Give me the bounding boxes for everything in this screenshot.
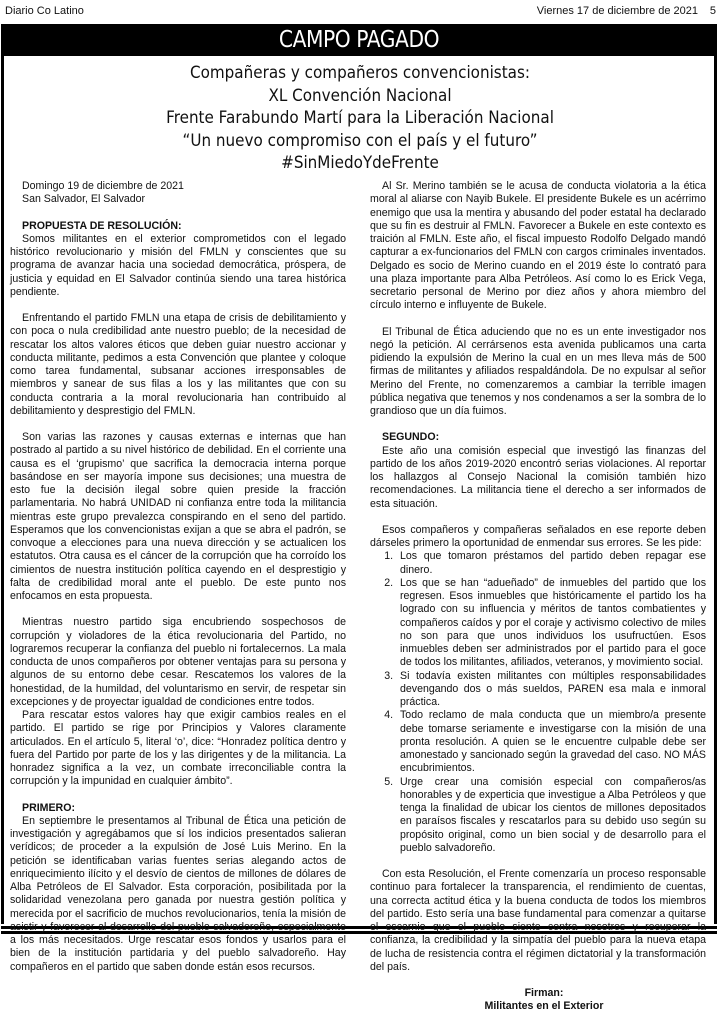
paragraph: En septiembre le presentamos al Tribunal de Ética una petición de investigación y agregábamos que sí los indicios presentados salieran verídicos; de proceder a la expulsión de José Luis Merino. En la petición se identificaban varias fuentes serias alegando actos de enriquecimiento ilícito y el desvío de cientos de millones de dólares de Alba Petróleos de El Salvador. Esta corporación, posibilitada por la solidaridad venezolana pero ganada por nuestra gestión política y merecida por el sacrificio de muchos revolucionarios, tenía la misión de asistir y favorecer al desarrollo del pueblo salvadoreño, especialmente a los más necesitados. Urge rescatar esos fondos y usarlos para el bien de la institución partidaria y del pueblo salvadoreño. Hay compañeros en el partido que saben donde están esos recursos. <box>10 814 346 973</box>
list-item: 3. Si todavía existen militantes con múltiples responsabilidades devengando dos o más sueldos, PAREN esa mala e inmoral práctica. <box>396 670 706 710</box>
left-column <box>10 180 346 974</box>
banner-title: CAMPO PAGADO <box>278 27 440 53</box>
paragraph: Mientras nuestro partido siga encubriendo sospechosos de corrupción y violadores de la ética revolucionaria del Partido, no lograremos recuperar la confianza del pueblo ni fortalecernos. La mala conducta de unos compañeros por obtener ventajas para su persona y algunos de su entorno debe cesar. Rescatemos los valores de la honestidad, de la humildad, del voluntarismo en servir, de respetar sin excepciones y de proyectar igualdad de condiciones entre todos. <box>10 616 346 708</box>
headline-hashtag: #SinMiedoYdeFrente <box>281 153 439 172</box>
demands-list <box>370 550 706 855</box>
paragraph: El Tribunal de Ética aduciendo que no es un ente investigador nos negó la petición. Al cerrársenos esta avenida publicamos una carta pidiendo la expulsión de Merino la cual en un mes lleva más de 500 firmas de militantes y afiliados respaldándola. De no expulsar al señor Merino del Frente, no comenzaremos a cambiar la terrible imagen pública negativa que tenemos y nos condenamos a ser la sombra de lo grandioso que un día fuimos. <box>370 325 706 417</box>
headline-line: XL Convención Nacional <box>268 85 452 105</box>
paragraph: Enfrentando el partido FMLN una etapa de crisis de debilitamiento y con poca o nula credibilidad ante nuestro pueblo; de la necesidad de rescatar los altos valores éticos que deben guiar nuestro accionar y conducta militante, pedimos a esta Convención que plantee y coloque como tarea fundamental, subsanar acciones irresponsables de miembros y sanear de sus filas a los y las militantes que con su conducta contraria a la moral revolucionaria han contribuido al debilitamiento y desprestigio del FMLN. <box>10 312 346 417</box>
list-item: 1. Los que tomaron préstamos del partido deben repagar ese dinero. <box>396 550 706 577</box>
section-heading: PRIMERO: <box>22 801 75 814</box>
paragraph: Al Sr. Merino también se le acusa de conducta violatoria a la ética moral al aliarse con Nayib Bukele. El presidente Bukele es un acérrimo enemigo que usa la mentira y abusando del poder estatal ha declarado que su fin es destruir al FMLN. Favorecer a Bukele en este contexto es traición al FMLN. Este año, el fiscal impuesto Rodolfo Delgado mandó capturar a ex-funcionarios del FMLN con cargos criminales inventados. Delgado es socio de Merino cuando en el 2019 éste lo contrató para una plaza importante para Alba Petróleos. Así como lo es Erick Vega, secretario personal de Merino por diez años y ahora miembro del círculo interno e influyente de Bukele. <box>370 180 706 312</box>
place: San Salvador, El Salvador <box>22 193 146 206</box>
issue-date: Viernes 17 de diciembre de 2021 <box>536 5 698 17</box>
paragraph: Esos compañeros y compañeras señalados en ese reporte deben dárseles primero la oportunidad de enmendar sus errores. Se les pide: <box>370 523 706 549</box>
headline-line: Frente Farabundo Martí para la Liberación Nacional <box>166 108 554 127</box>
section-heading: SEGUNDO: <box>382 431 440 444</box>
signature-name: Militantes en el Exterior <box>484 1000 604 1013</box>
headline-line: Compañeras y compañeros convencionistas: <box>190 63 530 82</box>
paid-banner <box>1 24 717 56</box>
paragraph: Somos militantes en el exterior comprometidos con el legado histórico revolucionario y misión del FMLN y conscientes que su programa de avanzar hacia una sociedad democrática, próspera, de justicia y equidad en El Salvador continúa siendo una tarea histórica pendiente. <box>10 232 346 298</box>
paragraph: Con esta Resolución, el Frente comenzaría un proceso responsable continuo para fortalecer la transparencia, el rendimiento de cuentas, una correcta actitud ética y la buena conducta de todos los miembros del partido. Esto sería una base fundamental para comenzar a quitarse el escarnio que el pueblo siente contra nosotros y recuperar la confianza, la credibilidad y la simpatía del pueblo para la nueva etapa de lucha de resistencia contra el régimen dictatorial y la transformación del país. <box>370 868 706 973</box>
signature-label: Firman: <box>524 987 564 999</box>
paragraph: Este año una comisión especial que investigó las finanzas del partido de los años 2019-2020 encontró serias violaciones. Al reportar los hallazgos al Consejo Nacional la comisión también hizo recomendaciones. La militancia tiene el derecho a ser informados de esta situación. <box>370 444 706 510</box>
publication-name: Diario Co Latino <box>5 5 84 17</box>
right-column <box>370 180 706 1014</box>
list-item: 2. Los que se han “adueñado” de inmuebles del partido que los regresen. Esos inmuebles que históricamente el partido los ha logrado con su influencia y méritos de tantos combatientes y compañeros caídos y por el coraje y activismo colectivo de miles no son para que unos individuos los usufructúen. Esos inmuebles deben ser administrados por el partido para el goce de todos los militantes, afiliados, veteranos, y movimiento social. <box>396 577 706 670</box>
list-item: 4. Todo reclamo de mala conducta que un miembro/a presente debe tomarse seriamente e investigarse con la misión de una pronta resolución. A quien se le encuentre culpable debe ser amonestado y sancionado según la gravedad del caso. NO MÁS encubrimientos. <box>396 709 706 775</box>
page-header <box>0 0 720 24</box>
section-heading: PROPUESTA DE RESOLUCIÓN: <box>22 219 182 232</box>
page-number: 5 <box>709 5 716 17</box>
dateline: Domingo 19 de diciembre de 2021 <box>22 180 184 192</box>
headline <box>10 62 710 175</box>
paragraph: Son varias las razones y causas externas e internas que han postrado al partido a su nivel histórico de debilidad. En el corriente una causa es el ‘grupismo’ que sacrifica la democracia interna porque basándose en ser mayoría impone sus decisiones; una muestra de esto fue la decisión ilegal sobre quien preside la fracción parlamentaria. No habrá UNIDAD ni confianza entre toda la militancia mientras este grupo prevalezca conspirando en el seno del partido. Esperamos que los convencionistas exijan a que se abra el padrón, se convoque a elecciones para una nueva dirección y se actualicen los estatutos. Otra causa es el cáncer de la corrupción que ha corroído los cimientos de nuestra institución política cayendo en el desprestigio y falta de credibilidad moral ante el pueblo. De este punto nos enfocamos en esta propuesta. <box>10 431 346 602</box>
paragraph: Para rescatar estos valores hay que exigir cambios reales en el partido. El partido se rige por Principios y Valores claramente articulados. En el artículo 5, literal ‘o’, dice: “Honradez política dentro y fuera del Partido por parte de los y las dirigentes y de la militancia. La honradez significa a la vez, un combate irreconciliable contra la corrupción y la impunidad en cualquier ámbito”. <box>10 709 346 788</box>
list-item: 5. Urge crear una comisión especial con compañeros/as honorables y de experticia que investigue a Alba Petróleos y que tenga la finalidad de ubicar los cientos de millones depositados en paraísos fiscales y rescatarlos para su debido uso según su propósito original, como un bien social y de desarrollo para el pueblo salvadoreño. <box>396 776 706 856</box>
headline-line: “Un nuevo compromiso con el país y el futuro” <box>182 130 538 150</box>
